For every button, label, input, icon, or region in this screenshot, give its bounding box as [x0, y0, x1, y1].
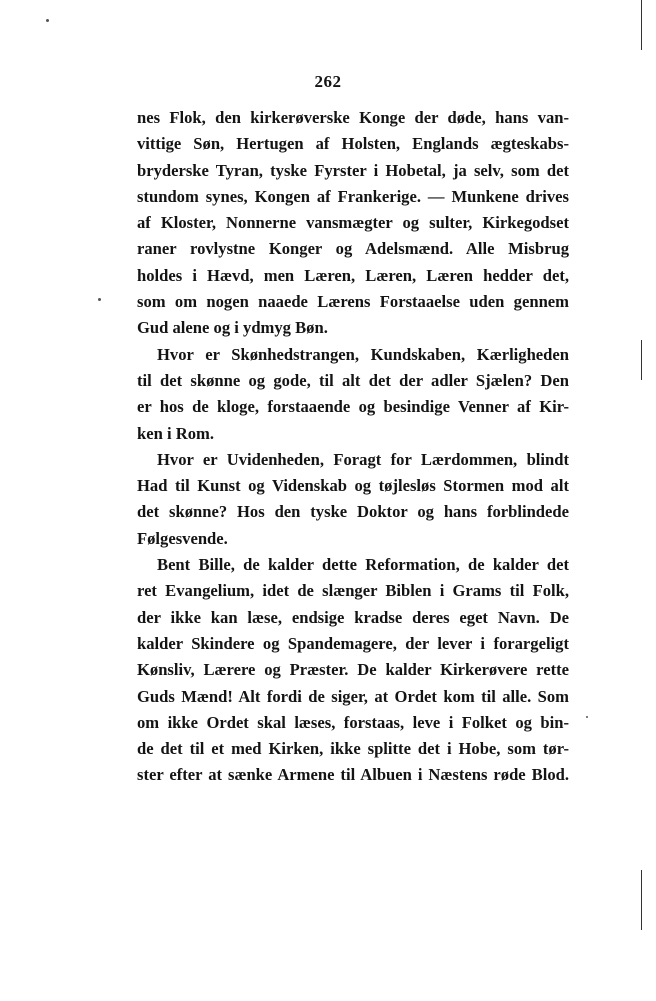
text-line: nes Flok, den kirkerøverske Konge der døde, hans van-: [137, 108, 569, 127]
text-line: Gud alene og i ydmyg Bøn.: [137, 318, 328, 338]
body-text: [137, 105, 569, 789]
text-line: Guds Mænd! Alt fordi de siger, at Ordet kom til alle. Som: [137, 686, 569, 706]
text-line: det skønne? Hos den tyske Doktor og hans forblindede: [137, 502, 569, 522]
page-number: 262: [314, 72, 342, 91]
scan-edge-rule: [641, 340, 642, 380]
text-line: Hvor er Skønhedstrangen, Kundskaben, Kærligheden: [157, 344, 569, 364]
text-line: bryderske Tyran, tyske Fyrster i Hobetal, ja selv, som det: [137, 160, 569, 180]
text-line: holdes i Hævd, men Læren, Læren, Læren hedder det,: [137, 265, 569, 285]
text-line: til det skønne og gode, til alt det der adler Sjælen? Den: [137, 370, 569, 390]
scan-edge-rule: [641, 870, 642, 930]
text-line: Bent Bille, de kalder dette Reformation, de kalder det: [157, 555, 569, 575]
text-line: som om nogen naaede Lærens Forstaaelse uden gennem: [137, 292, 569, 312]
text-line: stundom synes, Kongen af Frankerige. — Munkene drives: [137, 186, 569, 206]
scan-edge-rule: [641, 0, 642, 50]
text-line: Følgesvende.: [137, 528, 228, 548]
text-line: kalder Skindere og Spandemagere, der lever i forargeligt: [137, 633, 569, 653]
text-line: Kønsliv, Lærere og Præster. De kalder Kirkerøvere rette: [137, 660, 569, 680]
text-line: om ikke Ordet skal læses, forstaas, leve i Folket og bin-: [137, 712, 569, 732]
text-line: er hos de kloge, forstaaende og besindige Venner af Kir-: [137, 397, 569, 417]
text-line: vittige Søn, Hertugen af Holsten, Englands ægteskabs-: [137, 134, 569, 154]
text-line: ken i Rom.: [137, 423, 214, 443]
text-line: Hvor er Uvidenheden, Foragt for Lærdommen, blindt: [157, 449, 569, 469]
scan-speck: [586, 716, 588, 718]
scan-speck: [46, 19, 49, 22]
text-line: Had til Kunst og Videnskab og tøjlesløs Stormen mod alt: [137, 476, 569, 496]
text-line: de det til et med Kirken, ikke splitte det i Hobe, som tør-: [137, 739, 569, 759]
text-line: ster efter at sænke Armene til Albuen i Næstens røde Blod.: [137, 765, 569, 785]
text-line: af Kloster, Nonnerne vansmægter og sulter, Kirkegodset: [137, 213, 569, 233]
text-line: ret Evangelium, idet de slænger Biblen i Grams til Folk,: [137, 581, 569, 601]
scan-speck: [98, 298, 101, 301]
text-line: der ikke kan læse, endsige kradse deres eget Navn. De: [137, 607, 569, 627]
text-line: raner rovlystne Konger og Adelsmænd. Alle Misbrug: [137, 239, 569, 259]
